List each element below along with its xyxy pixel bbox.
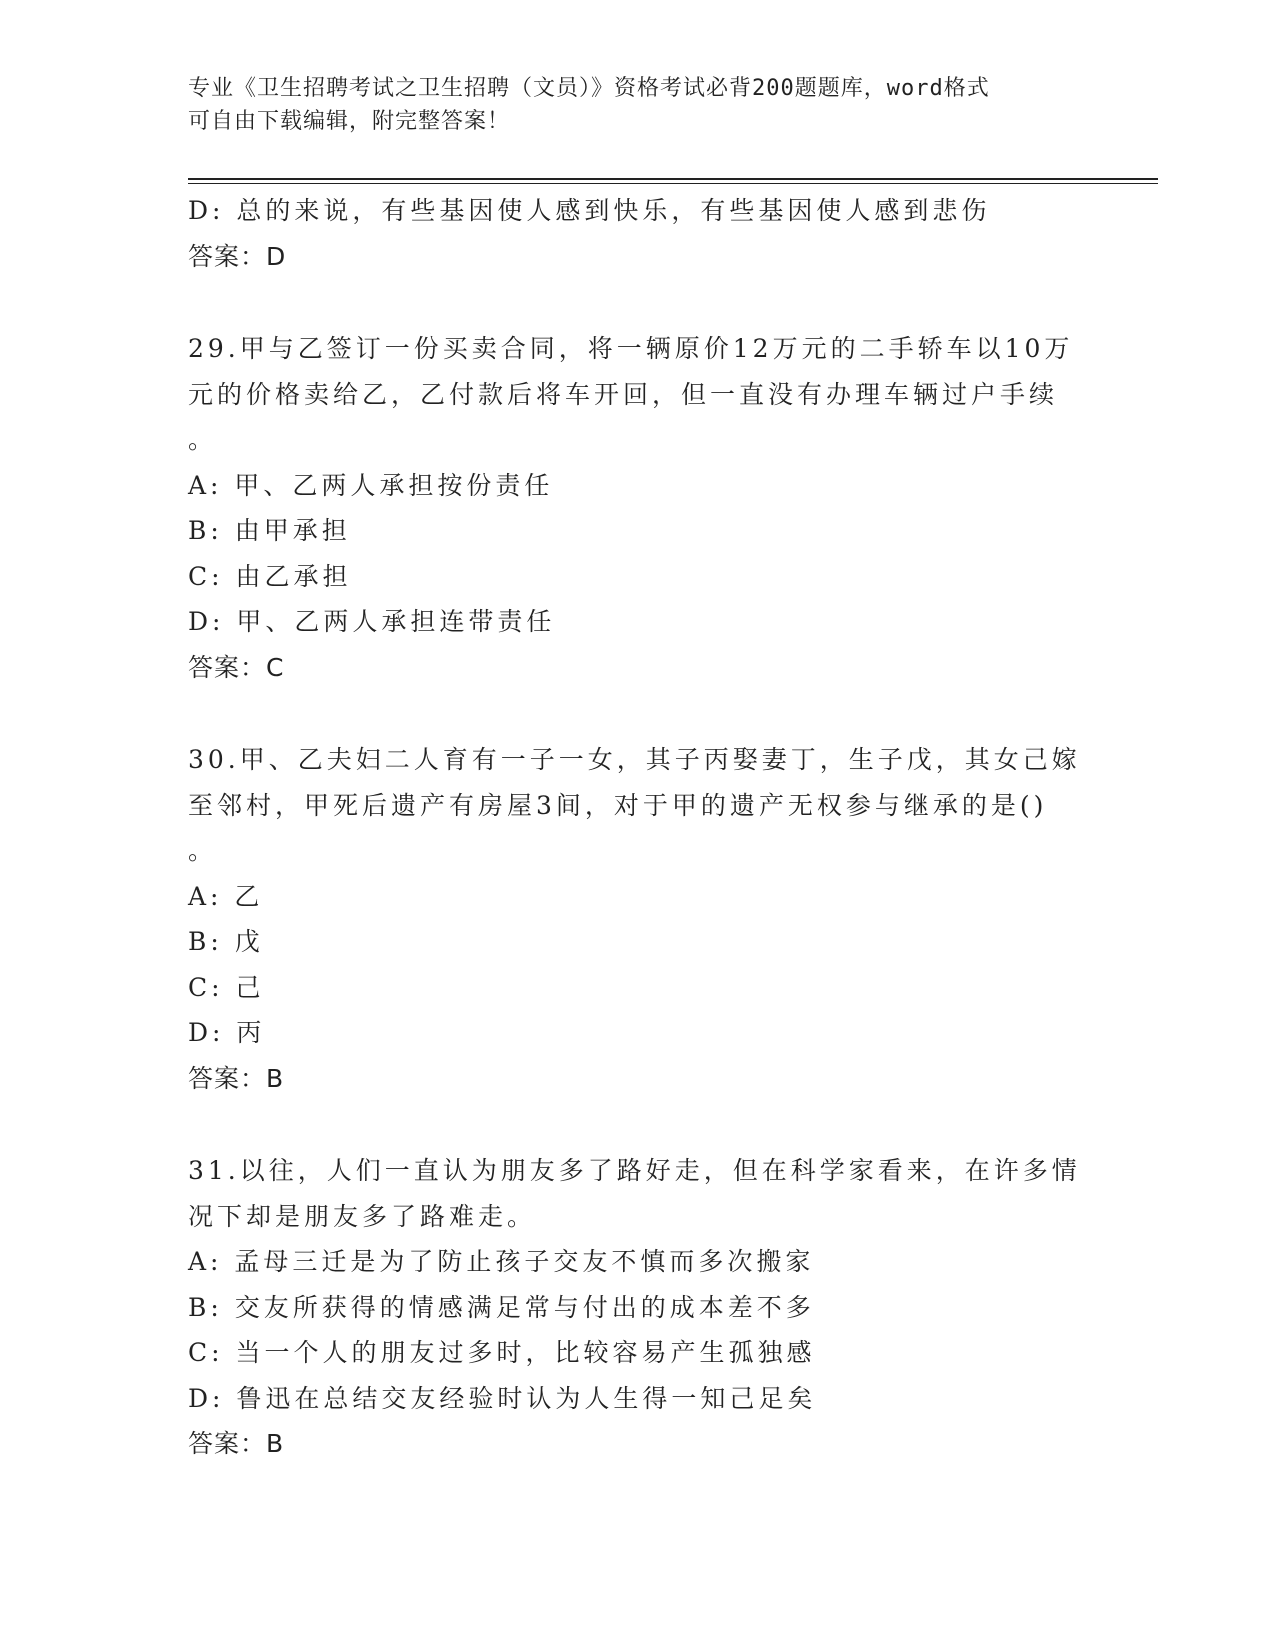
option-a: A: 乙: [188, 881, 264, 911]
question-content: [188, 188, 1088, 1467]
question-text-line: 。: [188, 425, 218, 454]
question-text-line: 29.甲与乙签订一份买卖合同，将一辆原价12万元的二手轿车以10万: [188, 334, 1074, 363]
question-text-line: 元的价格卖给乙，乙付款后将车开回，但一直没有办理车辆过户手续: [188, 379, 1059, 409]
option-b: B: 戊: [188, 927, 264, 956]
option-a: A: 甲、乙两人承担按份责任: [188, 470, 554, 500]
option-c: C: 当一个人的朋友过多时，比较容易产生孤独感: [188, 1338, 816, 1367]
question-gap: [188, 1101, 1088, 1148]
answer-line: 答案：D: [188, 241, 287, 271]
option-b: B: 由甲承担: [188, 516, 351, 545]
option-c: C: 己: [188, 972, 265, 1002]
option-d: D: 丙: [188, 1018, 266, 1047]
option-b: B: 交友所获得的情感满足常与付出的成本差不多: [188, 1292, 815, 1322]
answer-line: 答案：B: [188, 1429, 285, 1458]
question-31: [188, 1148, 1088, 1467]
question-gap: [188, 690, 1088, 737]
previous-question-tail: [188, 188, 1088, 279]
question-gap: [188, 279, 1088, 326]
question-text-line: 况下却是朋友多了路难走。: [188, 1201, 537, 1231]
answer-line: 答案：C: [188, 652, 285, 682]
question-text-line: 至邻村，甲死后遗产有房屋3间，对于甲的遗产无权参与继承的是(): [188, 790, 1048, 820]
question-30: [188, 737, 1088, 1101]
option-d: D: 鲁迅在总结交友经验时认为人生得一知己足矣: [188, 1383, 817, 1413]
header-divider-thick: [188, 178, 1158, 180]
option-d: D: 总的来说，有些基因使人感到快乐，有些基因使人感到悲伤: [188, 196, 991, 225]
question-text-line: 。: [188, 836, 218, 865]
header-divider-thin: [188, 183, 1158, 184]
question-29: [188, 326, 1088, 690]
header-line-1: 专业《卫生招聘考试之卫生招聘（文员）》资格考试必背200题题库，word格式: [188, 76, 990, 101]
option-c: C: 由乙承担: [188, 561, 352, 591]
header-line-2: 可自由下载编辑，附完整答案！: [188, 109, 511, 134]
question-text-line: 30.甲、乙夫妇二人育有一子一女，其子丙娶妻丁，生子戊，其女己嫁: [188, 745, 1081, 774]
option-a: A: 孟母三迁是为了防止孩子交友不慎而多次搬家: [188, 1247, 815, 1276]
question-text-line: 31.以往，人们一直认为朋友多了路好走，但在科学家看来，在许多情: [188, 1156, 1081, 1185]
answer-line: 答案：B: [188, 1063, 285, 1093]
document-header: [188, 72, 1068, 138]
option-d: D: 甲、乙两人承担连带责任: [188, 607, 556, 636]
